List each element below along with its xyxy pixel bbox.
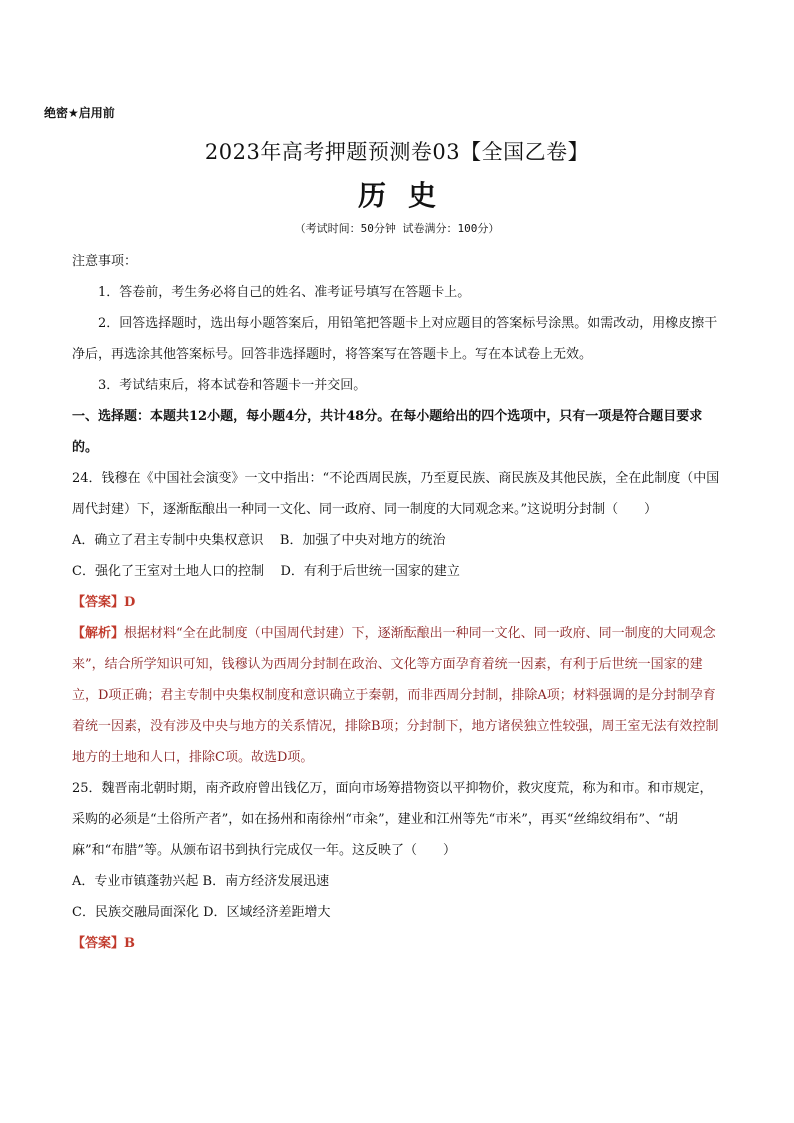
question-24-stem: 24．钱穆在《中国社会演变》一文中指出：“不论西周民族，乃至夏民族、商民族及其他民族，全在此制度（中国周代封建）下，逐渐酝酿出一种同一文化、同一政府、同一制度的大同观念来。”这说明分封制（ ） bbox=[72, 471, 720, 517]
notes-heading: 注意事项： bbox=[72, 254, 138, 269]
question-25-stem: 25．魏晋南北朝时期，南齐政府曾出钱亿万，面向市场筹措物资以平抑物价，救灾度荒，称为和市。和市规定，采购的必须是“土俗所产者”，如在扬州和南徐州“市籴”，建业和江州等先“市米”，再买“丝绵纹绢布”、“胡麻”和“布腊”等。从颁布诏书到执行完成仅一年。这反映了（ ） bbox=[72, 781, 713, 858]
confidential-tag: 绝密★启用前 bbox=[44, 106, 115, 120]
subject-title: 历史 bbox=[357, 179, 458, 212]
note-item: 2．回答选择题时，选出每小题答案后，用铅笔把答题卡上对应题目的答案标号涂黑。如需改动，用橡皮擦干净后，再选涂其他答案标号。回答非选择题时，将答案写在答题卡上。写在本试卷上无效。 bbox=[72, 316, 718, 362]
note-item: 3．考试结束后，将本试卷和答题卡一并交回。 bbox=[98, 378, 367, 393]
question-24-analysis bbox=[72, 618, 722, 773]
question-25-options-cd: C．民族交融局面深化 D．区域经济差距增大 bbox=[72, 905, 331, 920]
answer-value: B bbox=[124, 936, 136, 951]
answer-label: 【答案】 bbox=[72, 595, 125, 610]
exam-body bbox=[72, 246, 722, 959]
analysis-label: 【解析】 bbox=[72, 626, 125, 641]
answer-label: 【答案】 bbox=[72, 936, 125, 951]
exam-info: （考试时间：50分钟 试卷满分：100分） bbox=[294, 222, 500, 235]
analysis-text: 根据材料“全在此制度（中国周代封建）下，逐渐酝酿出一种同一文化、同一政府、同一制度的大同观念来”，结合所学知识可知，钱穆认为西周分封制在政治、文化等方面孕育着统一因素，有利于后世统一国家的建立，D项正确；君主专制中央集权制度和意识确立于秦朝，而非西周分封制，排除A项；材料强调的是分封制孕育着统一因素，没有涉及中央与地方的关系情况，排除B项；分封制下，地方诸侯独立性较强，周王室无法有效控制地方的土地和人口，排除C项。故选D项。 bbox=[72, 626, 719, 765]
question-25-answer bbox=[72, 928, 722, 959]
section-heading: 一、选择题：本题共12小题，每小题4分，共计48分。在每小题给出的四个选项中，只有一项是符合题目要求的。 bbox=[72, 409, 703, 455]
note-item: 1．答卷前，考生务必将自己的姓名、准考证号填写在答题卡上。 bbox=[98, 285, 471, 300]
answer-value: D bbox=[124, 595, 136, 610]
exam-title: 2023年高考押题预测卷03【全国乙卷】 bbox=[204, 140, 590, 164]
question-25-options-ab: A．专业市镇蓬勃兴起 B．南方经济发展迅速 bbox=[72, 874, 330, 889]
question-24-options-ab: A．确立了君主专制中央集权意识 B．加强了中央对地方的统治 bbox=[72, 533, 446, 548]
question-24-options-cd: C．强化了王室对土地人口的控制 D．有利于后世统一国家的建立 bbox=[72, 564, 460, 579]
question-24-answer bbox=[72, 587, 722, 618]
